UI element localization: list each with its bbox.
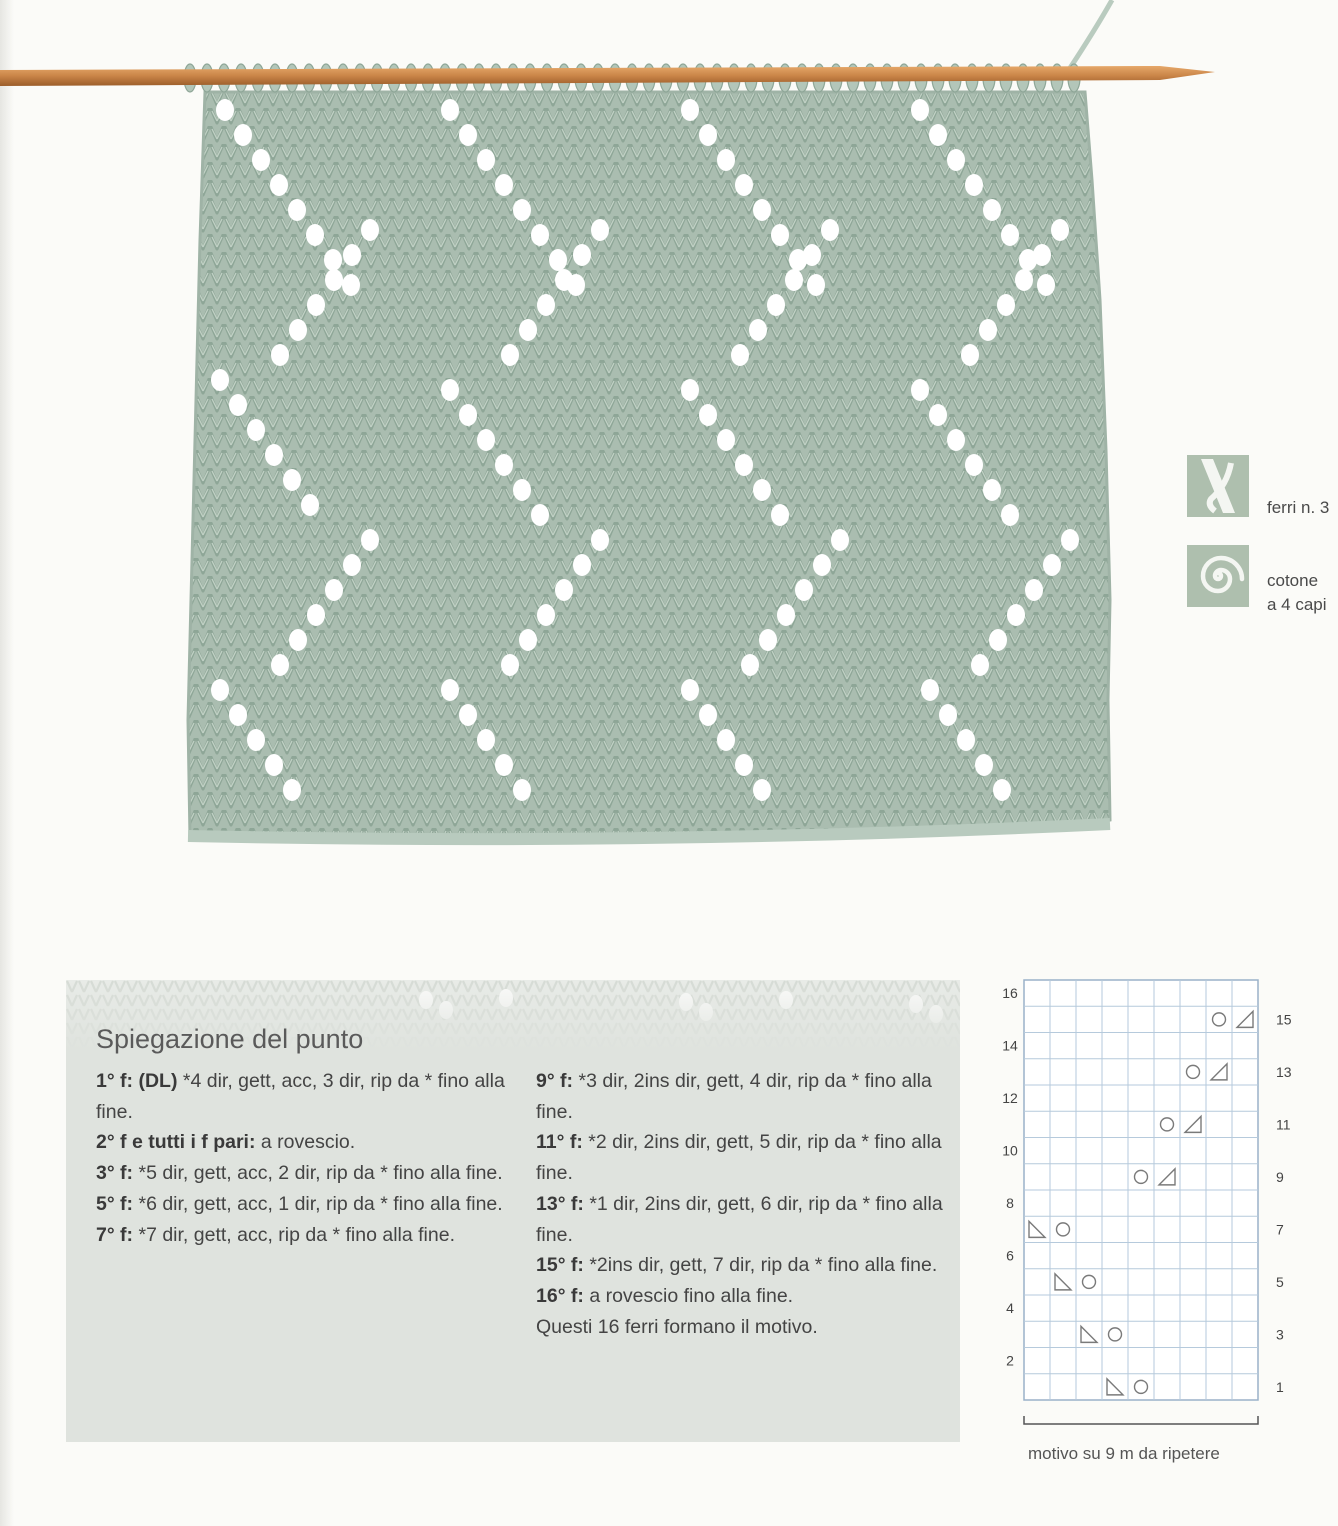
eyelet-hole xyxy=(234,124,252,146)
eyelet-hole xyxy=(971,654,989,676)
eyelet-hole xyxy=(495,454,513,476)
chart-caption: motivo su 9 m da ripetere xyxy=(1028,1444,1220,1463)
eyelet-hole xyxy=(699,704,717,726)
instruction-row-text: *5 dir, gett, acc, 2 dir, rip da * fino alla fine. xyxy=(133,1162,503,1185)
explanation-title: Spiegazione del punto xyxy=(96,1024,364,1055)
eyelet-hole xyxy=(459,704,477,726)
eyelet-hole xyxy=(749,319,767,341)
eyelet-hole xyxy=(513,199,531,221)
eyelet-hole xyxy=(501,654,519,676)
chart-row-number: 1 xyxy=(1276,1378,1284,1395)
closing-note: Questi 16 ferri formano il motivo. xyxy=(536,1315,818,1338)
eyelet-hole xyxy=(803,244,821,266)
eyelet-hole xyxy=(307,294,325,316)
eyelet-hole xyxy=(531,504,549,526)
eyelet-hole xyxy=(343,244,361,266)
eyelet-hole xyxy=(441,99,459,121)
chart-row-number: 13 xyxy=(1276,1063,1292,1080)
eyelet-hole xyxy=(993,779,1011,801)
eyelet-hole xyxy=(1051,219,1069,241)
eyelet-hole xyxy=(283,779,301,801)
eyelet-hole xyxy=(459,404,477,426)
instruction-row-label: 2° f e tutti i f pari: xyxy=(96,1131,256,1154)
instruction-row-text: a rovescio. xyxy=(255,1131,356,1154)
eyelet-hole xyxy=(325,269,343,291)
chart-row-number: 9 xyxy=(1276,1168,1284,1185)
eyelet-hole xyxy=(961,344,979,366)
repeat-bracket xyxy=(1024,1416,1258,1424)
chart-row-number: 16 xyxy=(1002,985,1018,1002)
eyelet-hole xyxy=(342,274,360,296)
eyelet-hole xyxy=(289,629,307,651)
eyelet-hole xyxy=(735,454,753,476)
chart-row-number: 4 xyxy=(1006,1300,1014,1317)
eyelet-hole xyxy=(513,479,531,501)
instruction-row-text: *2 dir, 2ins dir, gett, 5 dir, rip da * fino alla fine. xyxy=(536,1131,942,1185)
instruction-row-label: 3° f: xyxy=(96,1162,134,1185)
eyelet-hole xyxy=(741,654,759,676)
instruction-row-text: *3 dir, 2ins dir, gett, 4 dir, rip da * fino alla fine. xyxy=(536,1070,932,1123)
eyelet-hole xyxy=(1037,274,1055,296)
eyelet-hole xyxy=(753,479,771,501)
eyelet-hole xyxy=(807,274,825,296)
eyelet-hole xyxy=(777,604,795,626)
eyelet-hole xyxy=(343,554,361,576)
eyelet-hole xyxy=(1015,269,1033,291)
eyelet-hole xyxy=(681,99,699,121)
eyelet-hole xyxy=(1007,604,1025,626)
eyelet-hole xyxy=(947,429,965,451)
eyelet-hole xyxy=(1025,579,1043,601)
eyelet-hole xyxy=(519,629,537,651)
eyelet-hole xyxy=(591,529,609,551)
instruction-row-text: *1 dir, 2ins dir, gett, 6 dir, rip da * fino alla fine. xyxy=(536,1192,943,1246)
instruction-row-label: 7° f: xyxy=(96,1223,134,1246)
instruction-row-label: 5° f: xyxy=(96,1192,134,1215)
chart-row-number: 10 xyxy=(1002,1142,1018,1159)
eyelet-hole xyxy=(513,779,531,801)
eyelet-hole xyxy=(735,754,753,776)
eyelet-hole xyxy=(270,174,288,196)
eyelet-hole xyxy=(441,379,459,401)
knitting-needle xyxy=(0,66,1215,86)
eyelet-hole xyxy=(211,679,229,701)
eyelet-hole xyxy=(495,754,513,776)
stitch-chart xyxy=(990,980,1290,1480)
yarn-type-line1: cotone xyxy=(1267,571,1319,590)
instructions-left-column xyxy=(96,1066,506,1250)
eyelet-hole xyxy=(324,249,342,271)
eyelet-hole xyxy=(965,454,983,476)
eyelet-hole xyxy=(947,149,965,171)
chart-row-number: 6 xyxy=(1006,1247,1014,1264)
eyelet-hole xyxy=(247,729,265,751)
eyelet-hole xyxy=(211,369,229,391)
eyelet-hole xyxy=(271,654,289,676)
eyelet-hole xyxy=(477,429,495,451)
instructions-right-column xyxy=(536,1066,946,1342)
eyelet-hole xyxy=(301,494,319,516)
stitch-explanation-panel xyxy=(66,980,960,1442)
eyelet-hole xyxy=(495,174,513,196)
instruction-row-label: 15° f: xyxy=(536,1254,584,1277)
eyelet-hole xyxy=(271,344,289,366)
instruction-row xyxy=(536,1250,946,1281)
eyelet-hole xyxy=(735,174,753,196)
instruction-row-text: *7 dir, gett, acc, rip da * fino alla fine. xyxy=(133,1223,455,1246)
eyelet-hole xyxy=(831,529,849,551)
eyelet-hole xyxy=(957,729,975,751)
eyelet-hole xyxy=(753,779,771,801)
chart-row-number: 5 xyxy=(1276,1273,1284,1290)
eyelet-hole xyxy=(537,294,555,316)
instruction-row xyxy=(536,1281,946,1312)
instruction-row xyxy=(96,1158,506,1189)
eyelet-hole xyxy=(501,344,519,366)
eyelet-hole xyxy=(1061,529,1079,551)
instruction-row-label: 11° f: xyxy=(536,1131,583,1154)
eyelet-hole xyxy=(247,419,265,441)
eyelet-hole xyxy=(771,504,789,526)
eyelet-hole xyxy=(325,579,343,601)
eyelet-hole xyxy=(717,149,735,171)
eyelet-hole xyxy=(477,149,495,171)
eyelet-hole xyxy=(1043,554,1061,576)
needle-size-label: ferri n. 3 xyxy=(1267,498,1330,517)
eyelet-hole xyxy=(531,224,549,246)
eyelet-hole xyxy=(911,379,929,401)
eyelet-hole xyxy=(361,219,379,241)
eyelet-hole xyxy=(1001,224,1019,246)
eyelet-hole xyxy=(717,729,735,751)
eyelet-hole xyxy=(361,529,379,551)
eyelet-hole xyxy=(983,479,1001,501)
eyelet-hole xyxy=(939,704,957,726)
yarn-type-line2: a 4 capi xyxy=(1267,595,1327,614)
eyelet-hole xyxy=(929,124,947,146)
eyelet-hole xyxy=(441,679,459,701)
eyelet-hole xyxy=(216,99,234,121)
instruction-row xyxy=(96,1220,506,1251)
instruction-row xyxy=(96,1066,506,1127)
eyelet-hole xyxy=(573,244,591,266)
chart-row-number: 14 xyxy=(1002,1037,1018,1054)
eyelet-hole xyxy=(785,269,803,291)
eyelet-hole xyxy=(283,469,301,491)
eyelet-hole xyxy=(699,404,717,426)
eyelet-hole xyxy=(681,679,699,701)
eyelet-hole xyxy=(555,269,573,291)
eyelet-hole xyxy=(537,604,555,626)
instruction-row xyxy=(536,1127,946,1188)
eyelet-hole xyxy=(229,394,247,416)
eyelet-hole xyxy=(989,629,1007,651)
chart-row-number: 3 xyxy=(1276,1326,1284,1343)
eyelet-hole xyxy=(229,704,247,726)
chart-row-number: 12 xyxy=(1002,1090,1018,1107)
eyelet-hole xyxy=(997,294,1015,316)
eyelet-hole xyxy=(252,149,270,171)
instruction-row-text: a rovescio fino alla fine. xyxy=(583,1284,794,1307)
instruction-row-label: 13° f: xyxy=(536,1192,584,1215)
eyelet-hole xyxy=(795,579,813,601)
eyelet-hole xyxy=(921,679,939,701)
chart-row-number: 8 xyxy=(1006,1195,1014,1212)
eyelet-hole xyxy=(699,124,717,146)
instruction-row-text: *6 dir, gett, acc, 1 dir, rip da * fino alla fine. xyxy=(133,1192,503,1215)
eyelet-hole xyxy=(555,579,573,601)
eyelet-hole xyxy=(759,629,777,651)
eyelet-hole xyxy=(965,174,983,196)
eyelet-hole xyxy=(477,729,495,751)
eyelet-hole xyxy=(265,754,283,776)
chart-row-number: 7 xyxy=(1276,1221,1284,1238)
instruction-row-text: *2ins dir, gett, 7 dir, rip da * fino alla fine. xyxy=(583,1254,938,1277)
instruction-row-label: 16° f: xyxy=(536,1284,584,1307)
instruction-row xyxy=(96,1127,506,1158)
instruction-row xyxy=(536,1189,946,1250)
eyelet-hole xyxy=(519,319,537,341)
instruction-row xyxy=(96,1189,506,1220)
knitting-needles-icon xyxy=(1187,455,1249,517)
eyelet-hole xyxy=(767,294,785,316)
chart-row-number: 15 xyxy=(1276,1011,1292,1028)
instruction-row-label: 9° f: xyxy=(536,1070,574,1092)
eyelet-hole xyxy=(573,554,591,576)
eyelet-hole xyxy=(591,219,609,241)
instruction-row xyxy=(536,1066,946,1127)
yarn-type-label xyxy=(1267,569,1327,617)
chart-row-number: 2 xyxy=(1006,1352,1014,1369)
eyelet-hole xyxy=(731,344,749,366)
eyelet-hole xyxy=(771,224,789,246)
eyelet-hole xyxy=(753,199,771,221)
eyelet-hole xyxy=(717,429,735,451)
eyelet-hole xyxy=(459,124,477,146)
eyelet-hole xyxy=(813,554,831,576)
eyelet-hole xyxy=(1001,504,1019,526)
eyelet-hole xyxy=(975,754,993,776)
instruction-row-text: *4 dir, gett, acc, 3 dir, rip da * fino alla fine. xyxy=(96,1070,505,1123)
instruction-row-label: 1° f: (DL) xyxy=(96,1070,178,1092)
eyelet-hole xyxy=(979,319,997,341)
eyelet-hole xyxy=(929,404,947,426)
eyelet-hole xyxy=(265,444,283,466)
eyelet-hole xyxy=(306,224,324,246)
chart-row-number: 11 xyxy=(1276,1116,1291,1133)
eyelet-hole xyxy=(821,219,839,241)
eyelet-hole xyxy=(307,604,325,626)
eyelet-hole xyxy=(549,249,567,271)
yarn-spiral-icon xyxy=(1187,545,1249,607)
eyelet-hole xyxy=(288,199,306,221)
eyelet-hole xyxy=(983,199,1001,221)
eyelet-hole xyxy=(1033,244,1051,266)
eyelet-hole xyxy=(289,319,307,341)
eyelet-hole xyxy=(911,99,929,121)
eyelet-hole xyxy=(681,379,699,401)
